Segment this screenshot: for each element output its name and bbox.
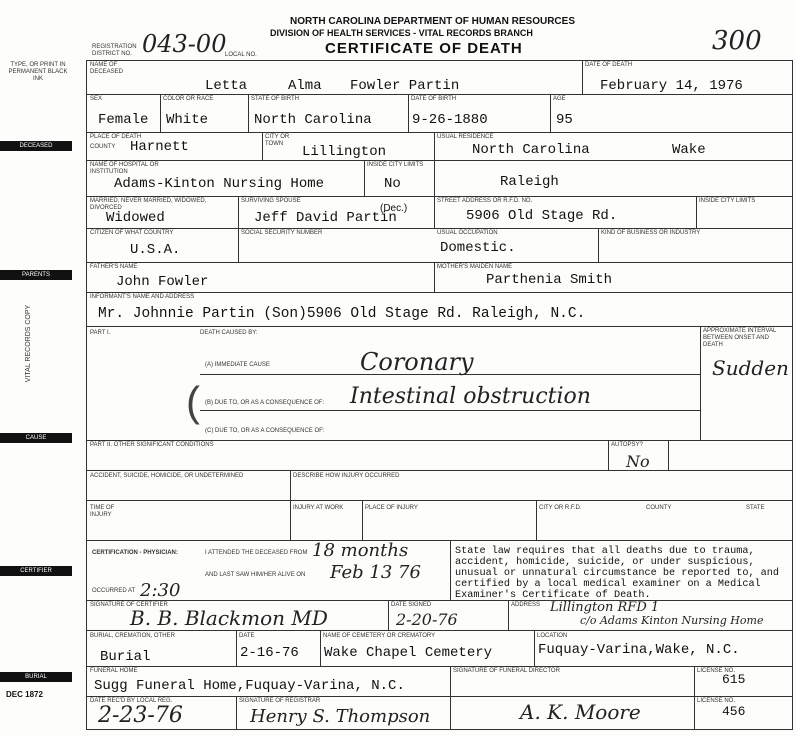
spouse-label: SURVIVING SPOUSE: [241, 198, 301, 204]
mother-value: Parthenia Smith: [486, 272, 613, 288]
burial-date-value: 2-16-76: [240, 645, 299, 661]
city-label: CITY OR TOWN: [265, 134, 290, 147]
part2-label: PART II. OTHER SIGNIFICANT CONDITIONS: [90, 442, 214, 448]
certifier-address-2: c/o Adams Kinton Nursing Home: [580, 614, 764, 627]
autopsy-handwriting: No: [626, 452, 650, 471]
ink-instruction: TYPE, OR PRINT IN PERMANENT BLACK INK: [8, 62, 68, 82]
reg-district-number: 043-00: [142, 30, 227, 58]
due-to-c-label: (C) DUE TO, OR AS A CONSEQUENCE OF:: [205, 428, 325, 434]
registrar-label: SIGNATURE OF REGISTRAR: [239, 698, 321, 704]
sex-label: SEX: [90, 96, 103, 102]
reg-district-label: REGISTRATION DISTRICT NO.: [92, 44, 137, 57]
death-caused-label: DEATH CAUSED BY:: [200, 330, 258, 336]
state-birth-label: STATE OF BIRTH: [251, 96, 300, 102]
death-city: Lillington: [302, 144, 387, 160]
location-label: LOCATION: [537, 633, 568, 639]
attended-from-label: I ATTENDED THE DECEASED FROM: [205, 550, 308, 556]
first-name: Letta: [205, 78, 248, 94]
date-birth-label: DATE OF BIRTH: [411, 96, 457, 102]
occupation-label: USUAL OCCUPATION: [437, 230, 498, 236]
burial-date-label: DATE: [239, 633, 255, 639]
form-code: DEC 1872: [6, 690, 43, 699]
cemetery-value: Wake Chapel Cemetery: [324, 645, 493, 661]
location-value: Fuquay-Varina,Wake, N.C.: [538, 642, 740, 658]
street-value: 5906 Old Stage Rd.: [466, 208, 618, 224]
time-handwriting: 2:30: [140, 580, 181, 601]
state-birth-value: North Carolina: [254, 112, 372, 128]
middle-name: Alma: [288, 78, 322, 94]
date-registrar-label: DATE REC'D BY LOCAL REG.: [90, 698, 173, 704]
sex-value: Female: [98, 112, 149, 128]
local-no-label: LOCAL NO.: [225, 52, 257, 58]
state-law-notice: State law requires that all deaths due to trauma, accident, homicide, suicide, or under suspicious, unusual or unnatural circumstance be reported to, and certified by a local medical examiner on a Medical Examiner's Certificate of Death.: [455, 546, 780, 601]
cemetery-label: NAME OF CEMETERY OR CREMATORY: [323, 633, 436, 639]
death-county: Harnett: [130, 139, 189, 155]
address-label: ADDRESS: [511, 602, 541, 608]
inside-city-label: INSIDE CITY LIMITS: [367, 162, 424, 168]
county-label: COUNTY: [90, 144, 116, 150]
tab-certifier: CERTIFIER: [0, 566, 72, 576]
funeral-home-label: FUNERAL HOME: [90, 668, 138, 674]
residence-state: North Carolina: [472, 142, 590, 158]
citizen-value: U.S.A.: [130, 242, 181, 258]
license-2-label: LICENSE NO.: [697, 698, 736, 704]
hospital-label: NAME OF HOSPITAL OR INSTITUTION: [90, 162, 159, 175]
place-death-label: PLACE OF DEATH: [90, 134, 142, 140]
disposition-value: Burial: [100, 649, 151, 665]
citizen-label: CITIZEN OF WHAT COUNTRY: [90, 230, 174, 236]
part1-label: PART I.: [90, 330, 111, 336]
date-birth-value: 9-26-1880: [412, 112, 488, 128]
autopsy-label: AUTOPSY?: [611, 442, 643, 448]
certificate-title: CERTIFICATE OF DEATH: [325, 40, 523, 57]
attended-from-handwriting: 18 months: [312, 540, 409, 561]
vital-records-vertical: VITAL RECORDS COPY: [25, 304, 33, 383]
certifier-address-1: Lillington RFD 1: [550, 600, 660, 615]
burial-label: BURIAL, CREMATION, OTHER: [90, 633, 175, 639]
corner-number: 300: [712, 26, 762, 56]
mother-label: MOTHER'S MAIDEN NAME: [437, 264, 513, 270]
name-label: NAME OF DECEASED: [90, 62, 124, 75]
time-injury-label: TIME OF INJURY: [90, 505, 115, 518]
accident-label: ACCIDENT, SUICIDE, HOMICIDE, OR UNDETERMINED: [90, 473, 244, 479]
informant-value: Mr. Johnnie Partin (Son)5906 Old Stage Rd. Raleigh, N.C.: [98, 306, 586, 322]
bracket-brace: (: [186, 378, 200, 425]
occupation-value: Domestic.: [440, 240, 516, 256]
res-inside-city-label: INSIDE CITY LIMITS: [699, 198, 756, 204]
license-2-value: 456: [722, 704, 746, 719]
residence-county: Wake: [672, 142, 706, 158]
age-label: AGE: [553, 96, 566, 102]
last-seen-label: AND LAST SAW HIM/HER ALIVE ON: [205, 572, 306, 578]
marital-value: Widowed: [106, 210, 165, 226]
date-registrar-handwriting: 2-23-76: [98, 703, 183, 728]
director-signature: A. K. Moore: [520, 700, 641, 724]
race-label: COLOR OR RACE: [163, 96, 214, 102]
father-value: John Fowler: [116, 274, 209, 290]
inside-city-value: No: [384, 176, 401, 192]
cause-a-handwriting: Coronary: [360, 348, 474, 376]
certification-label: CERTIFICATION - PHYSICIAN:: [92, 550, 178, 556]
cause-b-handwriting: Intestinal obstruction: [350, 384, 591, 409]
spouse-value: Jeff David Partin: [254, 210, 397, 226]
residence-city: Raleigh: [500, 174, 559, 190]
funeral-director-label: SIGNATURE OF FUNERAL DIRECTOR: [453, 668, 560, 674]
injury-state-label: STATE: [746, 505, 765, 511]
registrar-signature: Henry S. Thompson: [250, 706, 431, 727]
last-seen-handwriting: Feb 13 76: [330, 562, 421, 583]
tab-parents: PARENTS: [0, 270, 72, 280]
age-value: 95: [556, 112, 573, 128]
immediate-cause-label: (A) IMMEDIATE CAUSE: [205, 362, 270, 368]
spouse-note: (Dec.): [380, 203, 408, 214]
race-value: White: [166, 112, 209, 128]
informant-label: INFORMANT'S NAME AND ADDRESS: [90, 294, 195, 300]
hospital-value: Adams-Kinton Nursing Home: [114, 176, 325, 192]
father-label: FATHER'S NAME: [90, 264, 138, 270]
date-of-death-label: DATE OF DEATH: [585, 62, 633, 68]
date-of-death: February 14, 1976: [600, 78, 743, 94]
usual-residence-label: USUAL RESIDENCE: [437, 134, 494, 140]
certifier-signature: B. B. Blackmon MD: [130, 606, 328, 630]
street-label: STREET ADDRESS OR R.F.D. NO.: [437, 198, 533, 204]
tab-burial: BURIAL: [0, 672, 72, 682]
dept-heading: NORTH CAROLINA DEPARTMENT OF HUMAN RESOURCES: [290, 16, 575, 27]
due-to-b-label: (B) DUE TO, OR AS A CONSEQUENCE OF:: [205, 400, 325, 406]
license-label: LICENSE NO.: [697, 668, 736, 674]
occurred-at-label: OCCURRED AT: [92, 588, 136, 594]
last-name: Fowler Partin: [350, 78, 460, 94]
city-rfd-label: CITY OR R.F.D.: [539, 505, 582, 511]
license-1-value: 615: [722, 672, 746, 687]
ssn-label: SOCIAL SECURITY NUMBER: [241, 230, 323, 236]
business-label: KIND OF BUSINESS OR INDUSTRY: [601, 230, 701, 236]
division-heading: DIVISION OF HEALTH SERVICES - VITAL RECORDS BRANCH: [270, 28, 533, 38]
interval-handwriting: Sudden: [712, 356, 789, 380]
date-signed-label: DATE SIGNED: [391, 602, 432, 608]
place-injury-label: PLACE OF INJURY: [365, 505, 418, 511]
tab-deceased: DECEASED: [0, 141, 72, 151]
at-work-label: INJURY AT WORK: [293, 505, 344, 511]
injury-county-label: COUNTY: [646, 505, 672, 511]
injury-desc-label: DESCRIBE HOW INJURY OCCURRED: [293, 473, 400, 479]
signature-certifier-label: SIGNATURE OF CERTIFIER: [90, 602, 168, 608]
interval-label: APPROXIMATE INTERVAL BETWEEN ONSET AND DEATH: [703, 328, 777, 348]
funeral-home-value: Sugg Funeral Home,Fuquay-Varina, N.C.: [94, 678, 405, 694]
tab-cause: CAUSE: [0, 433, 72, 443]
marital-label: MARRIED, NEVER MARRIED, WIDOWED, DIVORCED: [90, 198, 207, 211]
date-signed-handwriting: 2-20-76: [396, 610, 458, 629]
